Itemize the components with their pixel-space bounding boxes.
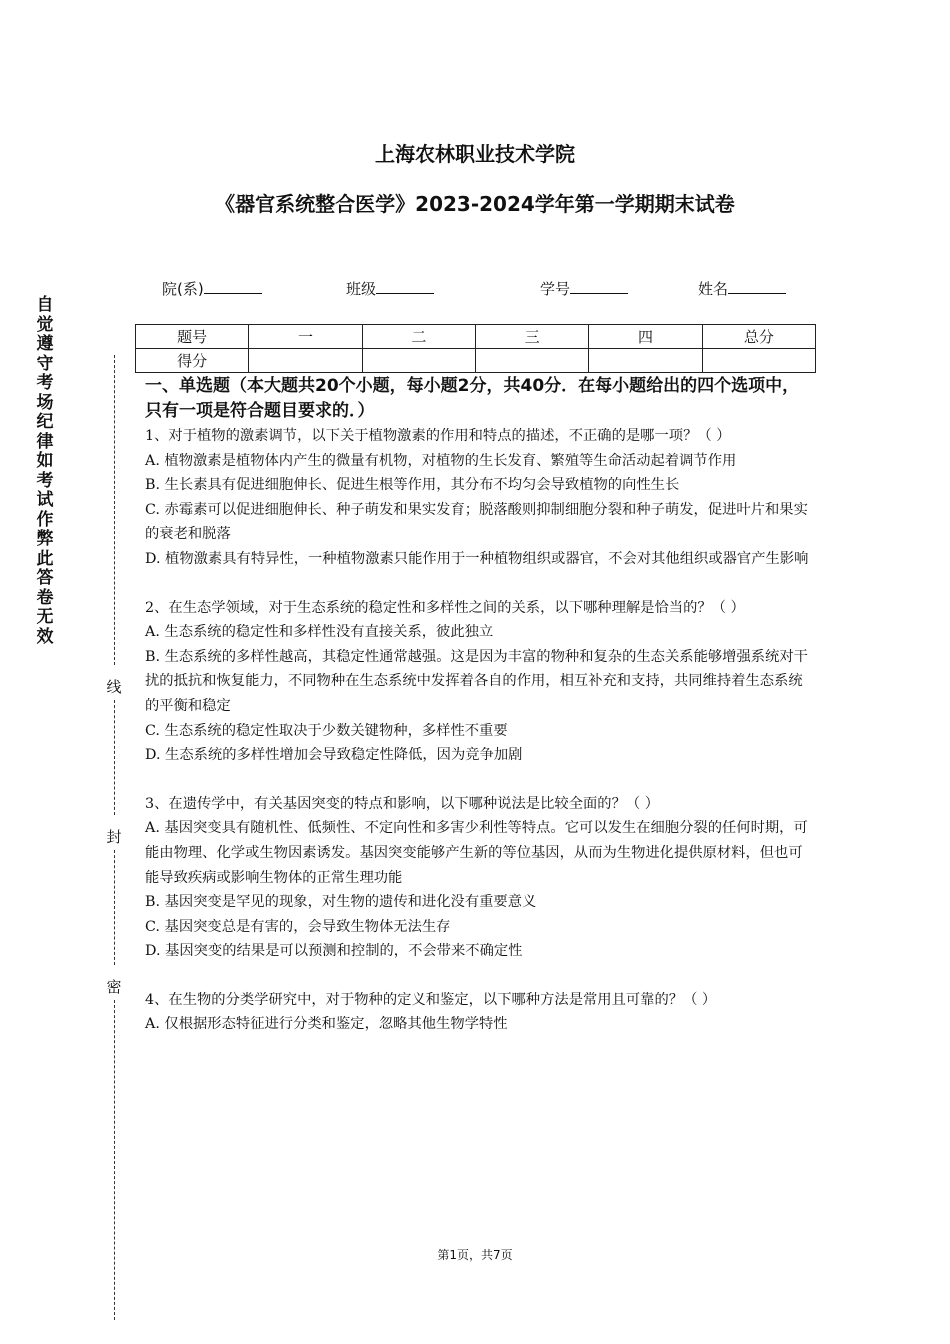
option-b: B. 基因突变是罕见的现象，对生物的遗传和进化没有重要意义 — [145, 894, 537, 911]
table-cell: 四 — [589, 325, 702, 349]
score-table-header-row — [136, 325, 816, 349]
option-a: A. 植物激素是植物体内产生的微量有机物，对植物的生长发育、繁殖等生命活动起着调节作用 — [145, 452, 737, 469]
binding-dashed-line — [114, 850, 115, 965]
table-cell: 三 — [475, 325, 588, 349]
option-d: D. 植物激素具有特异性，一种植物激素只能作用于一种植物组织或器官，不会对其他组织或器官产生影响 — [145, 550, 809, 567]
name-field — [698, 277, 786, 299]
score-cell[interactable] — [475, 349, 588, 373]
name-blank[interactable] — [728, 277, 786, 294]
score-cell[interactable] — [589, 349, 702, 373]
class-label: 班级 — [346, 280, 377, 298]
table-cell: 得分 — [136, 349, 249, 373]
department-label: 院(系) — [162, 280, 204, 298]
score-cell[interactable] — [249, 349, 362, 373]
option-c: C. 基因突变总是有害的，会导致生物体无法生存 — [145, 918, 451, 935]
student-id-label: 学号 — [540, 280, 571, 298]
score-cell[interactable] — [362, 349, 475, 373]
name-label: 姓名 — [698, 280, 729, 298]
department-field — [162, 277, 262, 299]
school-name: 上海农林职业技术学院 — [375, 142, 575, 166]
question-stem: 1、对于植物的激素调节，以下关于植物激素的作用和特点的描述，不正确的是哪一项？（ ） — [145, 428, 731, 444]
student-id-blank[interactable] — [570, 277, 628, 294]
seal-mark-line: 线 — [106, 678, 122, 696]
class-field — [346, 277, 434, 299]
option-a: A. 仅根据形态特征进行分类和鉴定，忽略其他生物学特性 — [145, 1016, 508, 1033]
score-cell[interactable] — [702, 349, 815, 373]
question-2 — [145, 596, 810, 768]
table-cell: 总分 — [702, 325, 815, 349]
exam-content — [145, 374, 810, 1061]
class-blank[interactable] — [376, 277, 434, 294]
option-a: A. 生态系统的稳定性和多样性没有直接关系，彼此独立 — [145, 624, 494, 641]
table-cell: 二 — [362, 325, 475, 349]
binding-dashed-line — [114, 1000, 115, 1320]
option-d: D. 基因突变的结果是可以预测和控制的，不会带来不确定性 — [145, 943, 523, 960]
question-3 — [145, 792, 810, 964]
question-stem: 4、在生物的分类学研究中，对于物种的定义和鉴定，以下哪种方法是常用且可靠的？（ ） — [145, 991, 717, 1008]
option-a: A. 基因突变具有随机性、低频性、不定向性和多害少利性等特点。它可以发生在细胞分裂的任何时期，可能由物理、化学或生物因素诱发。基因突变能够产生新的等位基因，从而为生物进化提供原材料，但也可能导致疾病或影响生物体的正常生理功能 — [145, 820, 808, 886]
table-cell: 题号 — [136, 325, 249, 349]
binding-dashed-line — [114, 355, 115, 665]
question-stem: 2、在生态学领域，对于生态系统的稳定性和多样性之间的关系，以下哪种理解是恰当的？（ ） — [145, 599, 745, 616]
binding-warning: 自觉遵守考场纪律如考试作弊此答卷无效 — [36, 295, 54, 647]
seal-mark-close: 密 — [106, 978, 122, 996]
option-c: C. 赤霉素可以促进细胞伸长、种子萌发和果实发育；脱落酸则抑制细胞分裂和种子萌发，促进叶片和果实的衰老和脱落 — [145, 501, 808, 543]
seal-mark-seal: 封 — [106, 828, 122, 846]
question-1 — [145, 424, 810, 572]
option-c: C. 生态系统的稳定性取决于少数关键物种，多样性不重要 — [145, 722, 508, 739]
question-stem: 3、在遗传学中，有关基因突变的特点和影响，以下哪种说法是比较全面的？（ ） — [145, 795, 660, 812]
question-4 — [145, 988, 810, 1037]
score-table — [135, 324, 816, 373]
option-d: D. 生态系统的多样性增加会导致稳定性降低，因为竞争加剧 — [145, 747, 523, 764]
score-table-score-row — [136, 349, 816, 373]
option-b: B. 生长素具有促进细胞伸长、促进生根等作用，其分布不均匀会导致植物的向性生长 — [145, 477, 680, 494]
table-cell: 一 — [249, 325, 362, 349]
binding-dashed-line — [114, 700, 115, 815]
student-id-field — [540, 277, 628, 299]
exam-title: 《器官系统整合医学》2023-2024学年第一学期期末试卷 — [215, 192, 735, 216]
section-heading: 一、单选题（本大题共20个小题，每小题2分，共40分．在每小题给出的四个选项中，只有一项是符合题目要求的．） — [145, 376, 800, 421]
page-footer: 第1页，共7页 — [437, 1248, 513, 1262]
department-blank[interactable] — [204, 277, 262, 294]
option-b: B. 生态系统的多样性越高，其稳定性通常越强。这是因为丰富的物种和复杂的生态关系能够增强系统对干扰的抵抗和恢复能力，不同物种在生态系统中发挥着各自的作用，相互补充和支持，共同维持着生态系统的平衡和稳定 — [145, 648, 808, 714]
